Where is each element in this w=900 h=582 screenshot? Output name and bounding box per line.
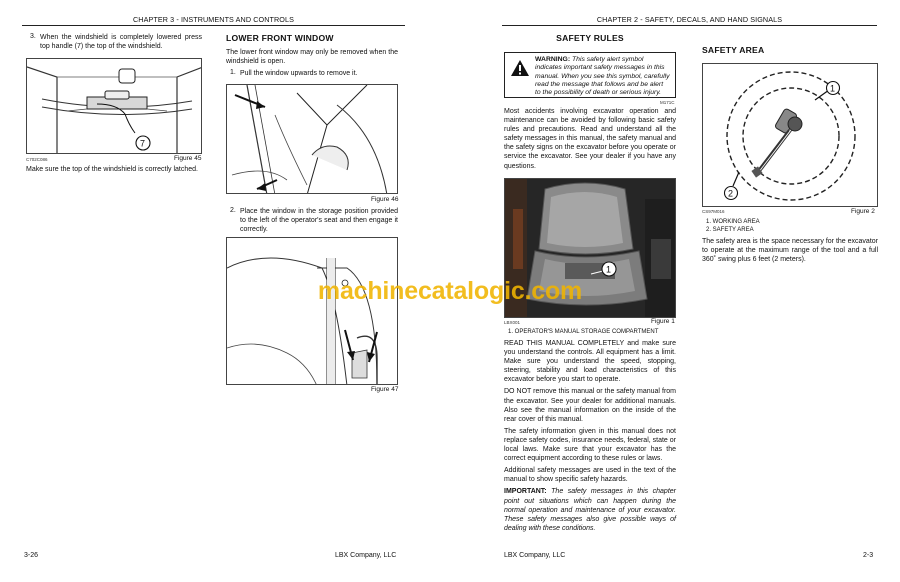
step-text: Place the window in the storage position provided to the left of the operator's seat and then engage it correctly. — [240, 208, 398, 234]
step-number: 3. — [30, 33, 36, 40]
safety-rules-heading-wrap — [504, 33, 676, 45]
page-number: 2-3 — [863, 552, 874, 559]
safety-area-diagram — [703, 64, 878, 207]
warning-label: WARNING: — [535, 56, 571, 63]
footer-company: LBX Company, LLC — [335, 552, 397, 559]
figure-45-image — [26, 58, 202, 154]
step-3 — [26, 33, 202, 54]
step-2 — [226, 207, 398, 237]
callout-7-text: 7 — [140, 138, 146, 149]
lower-front-window-section — [226, 33, 398, 81]
figure-label: Figure 1 — [651, 318, 675, 325]
callout-1-text: 1 — [606, 264, 612, 275]
header-rule — [502, 25, 877, 26]
footer-company: LBX Company, LLC — [504, 552, 566, 559]
header-rule — [22, 25, 405, 26]
step-text: Pull the window upwards to remove it. — [240, 69, 358, 77]
figure-1-caption: 1. OPERATOR'S MANUAL STORAGE COMPARTMENT — [508, 329, 659, 335]
callout-2-text: 2 — [728, 188, 734, 199]
read-manual-text: READ THIS MANUAL COMPLETELY and make sure you understand the controls. All equipment has a limit. Make sure you understand the speed, stopping, steering, stability and load characteristics of this excavator before you start to operate. — [504, 340, 676, 384]
important-text: The safety messages in this chapter point out situations which can happen during the normal operation and maintenance of your excavator. These safety messages also give possible ways of dealing with these conditions. — [504, 488, 676, 532]
figure-label: Figure 46 — [371, 196, 399, 203]
figure-46-image — [226, 84, 398, 194]
right-page-body — [504, 339, 676, 536]
warning-text: This safety alert symbol indicates important safety messages in this manual. When you see this symbol, carefully read the message that follows and be alert to the possibility of death or serious injury. — [535, 56, 670, 97]
step-number: 1. — [230, 68, 236, 76]
figure-label: Figure 47 — [371, 386, 399, 393]
do-not-remove-text: DO NOT remove this manual or the safety manual from the excavator. See your dealer for additional manuals. Also see the manual information on the inside of the rear cover of this manual. — [504, 388, 676, 423]
figure-2-captions — [706, 218, 876, 234]
figure-47-image — [226, 237, 398, 385]
intro-text: Most accidents involving excavator operation and maintenance can be avoided by following basic safety rules and precautions. Read and understand all the safety messages in this manual, the safety manual and the safety signs on the excavator before you operate or service the excavator. See your dealer if you have any questions. — [504, 108, 676, 170]
chapter-header: CHAPTER 3 - INSTRUMENTS AND CONTROLS — [133, 15, 294, 24]
safety-area-text: The safety area is the space necessary for the excavator to operate at the maximum range of the tool and a full 360˚ swing plus 6 feet (2 meters). — [702, 238, 878, 264]
window-storage-illustration — [227, 238, 398, 385]
important-label: IMPORTANT: — [504, 488, 547, 496]
caption-safety-area: 2. SAFETY AREA — [706, 227, 754, 234]
figure-code: C702C086 — [26, 157, 48, 162]
figure-code: CS97M016 — [702, 209, 725, 214]
section-title: SAFETY RULES — [556, 33, 624, 43]
step-text: When the windshield is completely lowered press top handle (7) the top of the windshield. — [40, 34, 202, 51]
figure-2-image — [702, 63, 878, 207]
warning-box — [504, 52, 676, 98]
important-note — [504, 487, 676, 532]
windshield-latch-illustration — [27, 59, 202, 154]
make-sure-text: Make sure the top of the windshield is correctly latched. — [26, 166, 198, 173]
window-removal-illustration — [227, 85, 398, 194]
safety-area-section — [702, 45, 878, 56]
intro-text: The lower front window may only be removed when the windshield is open. — [226, 48, 398, 65]
warning-code: M171C — [660, 100, 675, 105]
additional-text: Additional safety messages are used in the text of the manual to show specific safety hazards. — [504, 467, 676, 484]
safety-alert-icon — [510, 59, 530, 77]
step-number: 2. — [230, 207, 236, 214]
figure-code: LBX001 — [504, 320, 521, 325]
callout-1-text: 1 — [830, 83, 836, 94]
chapter-header: CHAPTER 2 - SAFETY, DECALS, AND HAND SIGNALS — [596, 15, 783, 24]
section-title: SAFETY AREA — [702, 45, 765, 55]
section-title: LOWER FRONT WINDOW — [226, 33, 334, 43]
page-number: 3-26 — [24, 552, 39, 559]
figure-label: Figure 2 — [851, 208, 875, 215]
figure-label: Figure 45 — [174, 155, 202, 162]
safety-info-text: The safety information given in this manual does not replace safety codes, insurance needs, federal, state or local laws. Make sure that your excavator has the correct equipment according to these rules or laws. — [504, 427, 676, 463]
caption-working-area: 1. WORKING AREA — [706, 219, 760, 225]
watermark-text: machinecatalogic.com — [317, 277, 583, 305]
